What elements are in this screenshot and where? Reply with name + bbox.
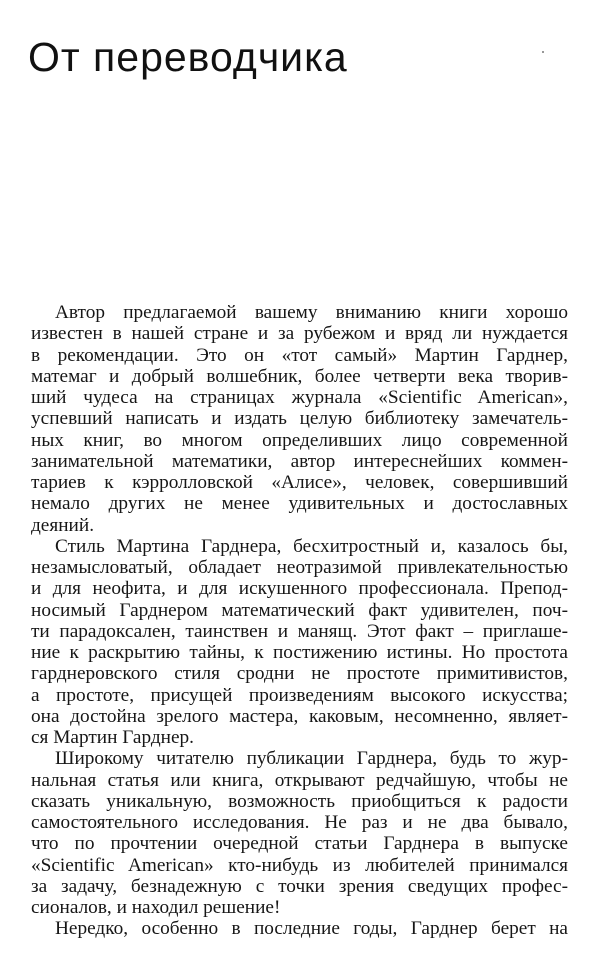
text-line: за задачу, безнадежную с точки зрения сведущих профес- [31, 875, 568, 897]
text-line: известен в нашей стране и за рубежом и вряд ли нуждается [31, 323, 568, 345]
text-line: гарднеровского стиля сродни не простоте примитивистов, [31, 663, 568, 685]
text-line: нальная статья или книга, открывают редчайшую, чтобы не [31, 769, 568, 791]
text-line: Нередко, особенно в последние годы, Гарднер берет на [55, 918, 568, 940]
text-line: Автор предлагаемой вашему вниманию книги хорошо [55, 302, 568, 323]
page-title: От переводчика [28, 34, 348, 80]
text-line: что по прочтении очередной статьи Гарднера в выпуске [31, 833, 568, 855]
text-line: Широкому читателю публикации Гарднера, будь то жур- [55, 748, 568, 770]
text-line: деяний. [31, 514, 95, 536]
text-line: Стиль Мартина Гарднера, бесхитростный и, казалось бы, [55, 535, 568, 557]
text-line: сказать уникальную, возможность приобщиться к радости [31, 790, 568, 812]
text-line: сионалов, и находил решение! [31, 897, 281, 918]
text-line: ший чудеса на страницах журнала «Scientific American», [31, 387, 568, 408]
text-line: матемаг и добрый волшебник, более четверти века творив- [31, 365, 568, 387]
text-line: в рекомендации. Это он «тот самый» Мартин Гарднер, [31, 344, 568, 366]
text-line: носимый Гарднером математический факт удивителен, поч- [31, 599, 568, 621]
text-line: ных книг, во многом определивших лицо современной [31, 429, 568, 451]
body-text [31, 302, 568, 940]
text-line: ся Мартин Гарднер. [31, 727, 194, 748]
paragraph [31, 302, 568, 536]
paragraph [31, 918, 568, 939]
scan-speck [542, 51, 544, 53]
paragraph [31, 748, 568, 918]
text-line: а простоте, присущей произведениям высокого искусства; [31, 684, 568, 706]
text-line: немало других не менее удивительных и достославных [31, 493, 568, 515]
text-line: тариев к кэрролловской «Алисе», человек, совершивший [31, 472, 568, 493]
text-line: ти парадоксален, таинствен и манящ. Этот факт – приглаше- [31, 620, 568, 642]
text-line: она достойна зрелого мастера, каковым, несомненно, являет- [31, 705, 568, 727]
text-line: самостоятельного исследования. Не раз и не два бывало, [31, 812, 568, 833]
text-line: успевший написать и издать целую библиотеку замечатель- [31, 408, 568, 430]
paragraph [31, 536, 568, 749]
text-line: занимательной математики, автор интереснейших коммен- [31, 450, 568, 472]
text-line: незамысловатый, обладает неотразимой привлекательностью [31, 557, 568, 578]
text-line: ние к раскрытию тайны, к постижению истины. Но простота [31, 642, 568, 663]
text-line: и для неофита, и для искушенного профессионала. Препод- [31, 578, 568, 600]
text-line: «Scientific American» кто-нибудь из любителей принимался [31, 854, 568, 876]
